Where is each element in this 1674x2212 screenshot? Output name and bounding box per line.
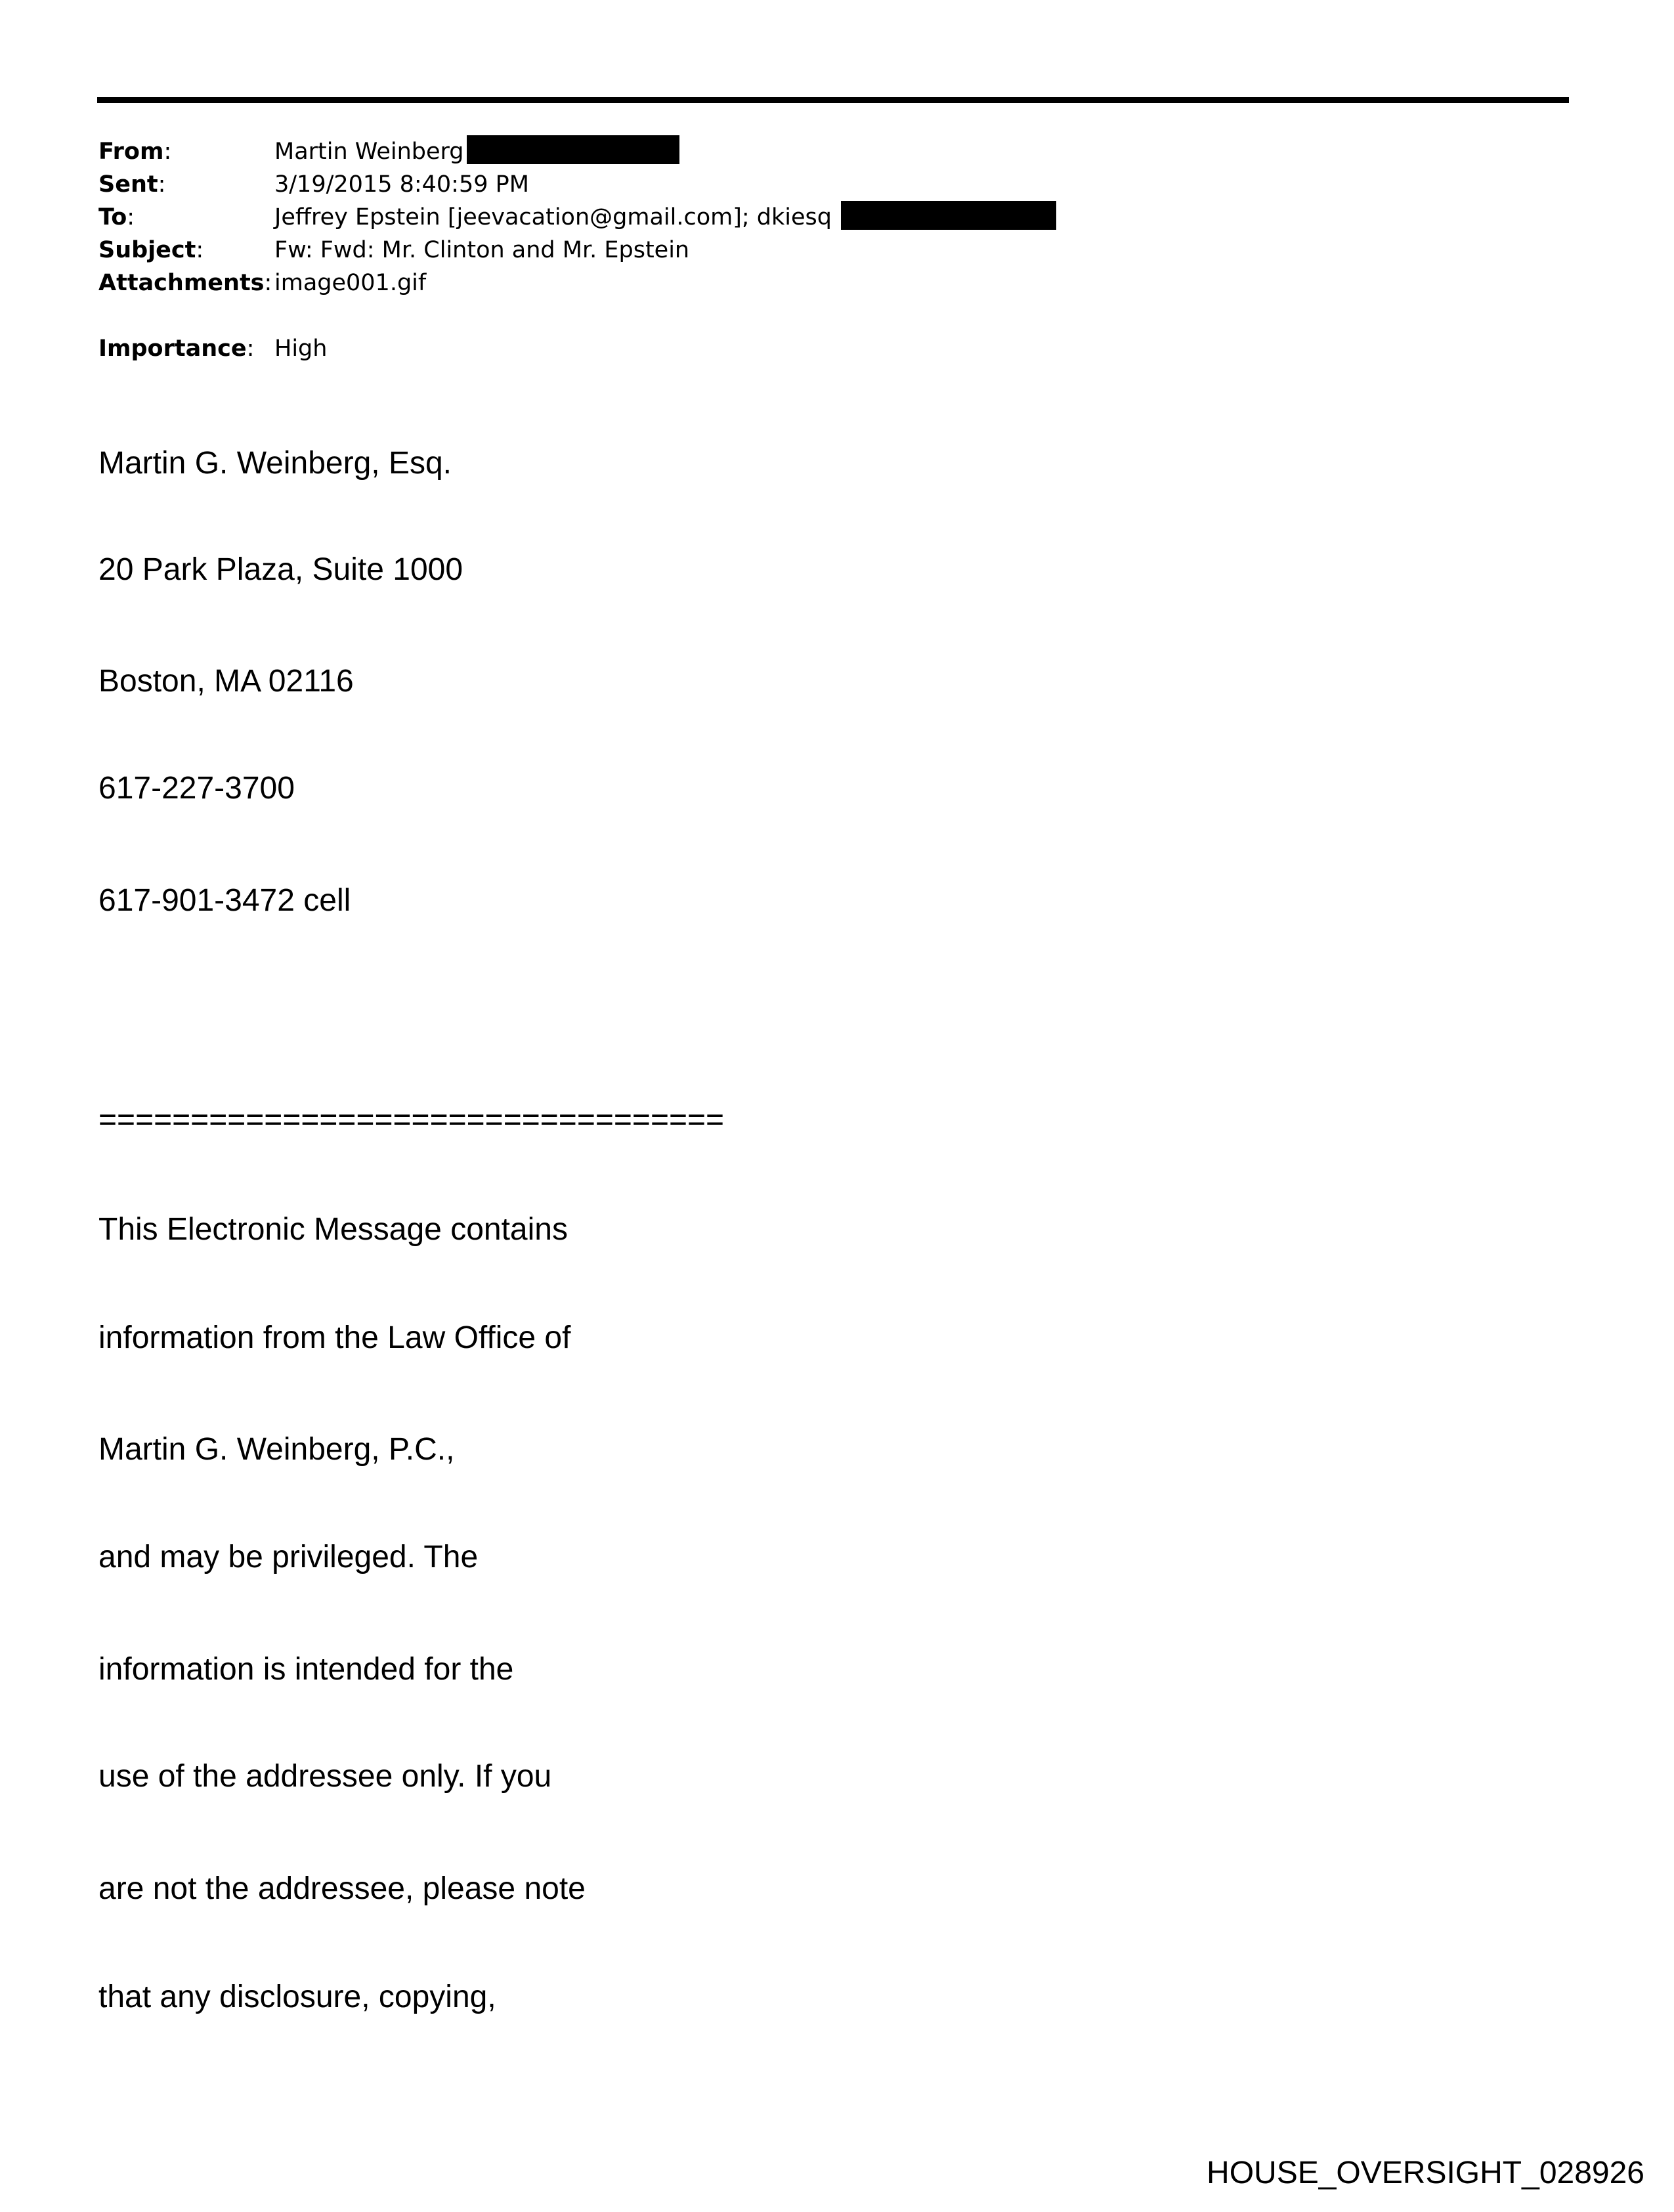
bates-number: HOUSE_OVERSIGHT_028926 bbox=[1207, 2156, 1644, 2190]
subject-label: Subject bbox=[98, 237, 196, 263]
redaction-box bbox=[841, 201, 1056, 230]
signature-city: Boston, MA 02116 bbox=[98, 664, 354, 699]
signature-name: Martin G. Weinberg, Esq. bbox=[98, 446, 452, 481]
signature-cell: 617-901-3472 cell bbox=[98, 883, 351, 918]
sent-value: 3/19/2015 8:40:59 PM bbox=[274, 171, 529, 198]
top-rule bbox=[97, 97, 1569, 103]
from-label: From bbox=[98, 139, 164, 165]
attachments-value: image001.gif bbox=[274, 270, 427, 296]
importance-value: High bbox=[274, 336, 328, 362]
subject-value: Fw: Fwd: Mr. Clinton and Mr. Epstein bbox=[274, 237, 690, 263]
disclaimer-line: are not the addressee, please note bbox=[98, 1871, 586, 1906]
disclaimer-line: use of the addressee only. If you bbox=[98, 1759, 552, 1794]
importance-label: Importance bbox=[98, 336, 247, 362]
redaction-box bbox=[467, 135, 679, 164]
disclaimer-line: and may be privileged. The bbox=[98, 1540, 479, 1574]
to-label: To bbox=[98, 204, 127, 230]
sent-label: Sent bbox=[98, 171, 158, 198]
separator-line: ================================== bbox=[98, 1102, 725, 1137]
disclaimer-line: Martin G. Weinberg, P.C., bbox=[98, 1432, 455, 1467]
attachments-label: Attachments bbox=[98, 270, 265, 296]
disclaimer-line: that any disclosure, copying, bbox=[98, 1980, 496, 2014]
signature-address: 20 Park Plaza, Suite 1000 bbox=[98, 552, 463, 587]
signature-phone: 617-227-3700 bbox=[98, 771, 295, 806]
disclaimer-line: information is intended for the bbox=[98, 1652, 514, 1687]
to-value: Jeffrey Epstein [jeevacation@gmail.com]; dkiesq bbox=[274, 204, 832, 230]
from-value: Martin Weinberg bbox=[274, 139, 464, 165]
disclaimer-line: This Electronic Message contains bbox=[98, 1212, 568, 1247]
disclaimer-line: information from the Law Office of bbox=[98, 1320, 571, 1355]
